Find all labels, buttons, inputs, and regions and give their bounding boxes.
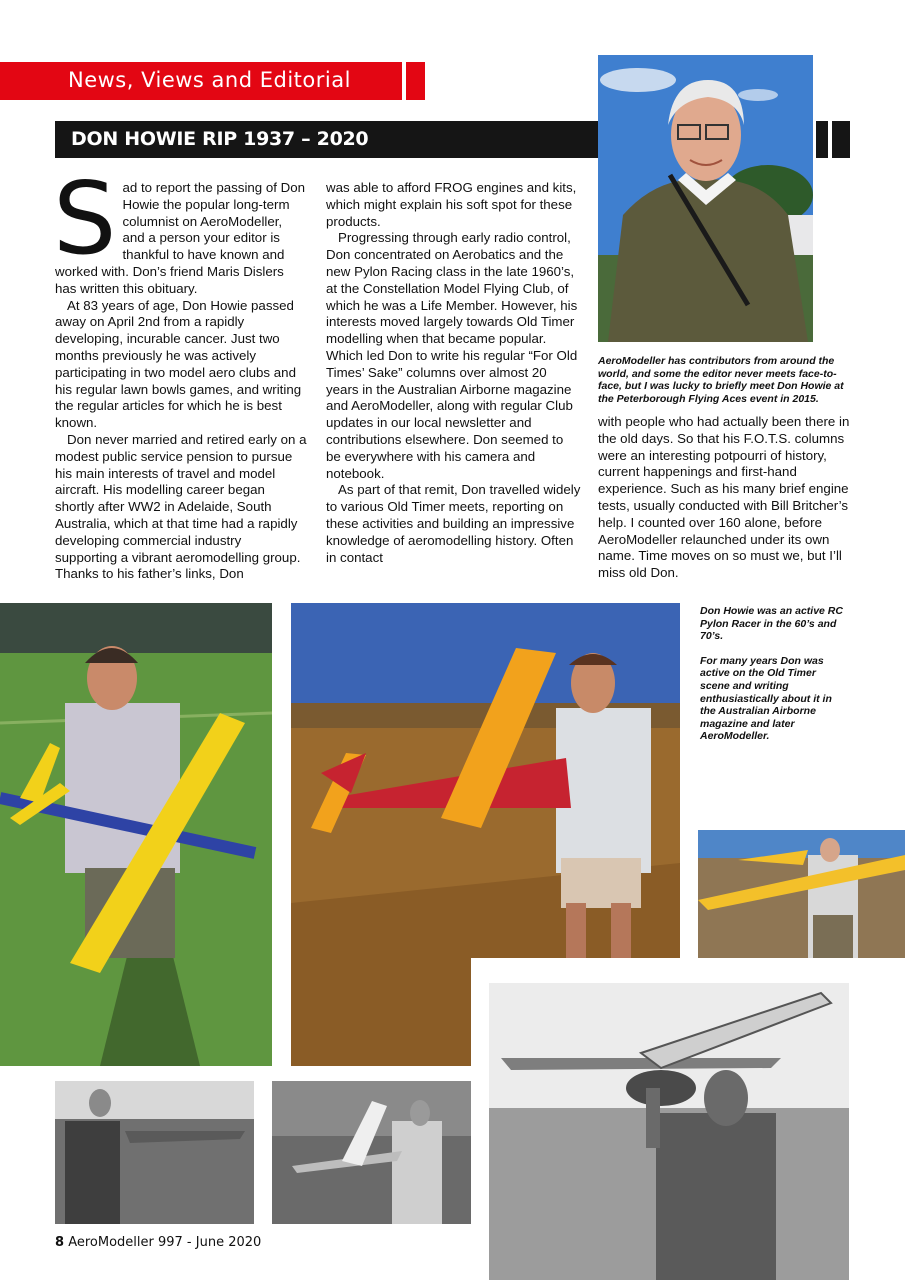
paragraph: with people who had actually been there in the old days. So that his F.O.T.S. columns were an interesting potpourri of history, current happenings and first-hand experience. Such as his many brief engine tests, usually conducted with Bill Britcher’s help. I counted over 160 alone, before AeroModeller relaunched under its own name. Time moves on so must we, but I’ll miss old Don. [598,414,850,581]
article-title: DON HOWIE RIP 1937 – 2020 [71,128,369,150]
article-column-2 [326,180,581,566]
paragraph [53,160,307,298]
bw-photo-2 [272,1081,471,1224]
oldtimer-caption: For many years Don was active on the Old Timer scene and writing enthusiastically about it in the Australian Airborne magazine and later AeroModeller. [700,654,832,743]
paragraph: Don never married and retired early on a modest public service pension to pursue his main interests of travel and model aircraft. His modelling career began shortly after WW2 in Adelaide, South Australia, which at that time had a rapidly developing commercial industry supporting a vibrant aeromodelling group. Thanks to his father’s links, Don [55,431,307,582]
section-banner [0,62,402,100]
pylon-racer-photo [0,603,272,1066]
title-bar-end [816,121,828,158]
banner-tab [406,62,425,100]
bw-photo-large [471,958,906,1280]
article-column-1 [53,160,307,583]
paragraph: Progressing through early radio control, Don concentrated on Aerobatics and the new Pylon Racing class in the late 1960’s, at the Constellation Model Flying Club, of which he was a Life Member. However, his interests moved largely towards Old Timer modelling when that became popular. Which led Don to write his regular “For Old Times’ Sake” columns over almost 20 years in the Australian Airborne magazine and AeroModeller, along with regular Club updates in our local newsletter and contributions elsewhere. Don seemed to be everywhere with his camera and notebook. [326,230,578,481]
paragraph-text: ad to report the passing of Don Howie the popular long-term columnist on AeroModeller, and a person your editor is thankful to have known and worked with. Don’s friend Maris Dislers has written this obituary. [55,180,306,296]
portrait-photo [598,55,813,342]
page-footer [55,1235,261,1250]
section-label: News, Views and Editorial [68,68,351,92]
title-bar [55,121,598,158]
paragraph: was able to afford FROG engines and kits, which might explain his soft spot for these products. [326,180,577,229]
portrait-caption-text: AeroModeller has contributors from around the world, and some the editor never meets face-to-face, but I was lucky to briefly meet Don Howie at the Peterborough Flying Aces event in 2015. [598,355,844,405]
yellow-model-photo [698,830,905,960]
title-bar-end [832,121,850,158]
issue-label: AeroModeller 997 - June 2020 [68,1235,262,1250]
photo-captions [700,605,845,755]
paragraph: At 83 years of age, Don Howie passed away on April 2nd from a rapidly developing, incurable cancer. Just two months previously he was actively participating in two model aero clubs and his regular lawn bowls games, and writing the regular articles for which he is best known. [55,297,302,431]
portrait-caption [598,355,853,417]
article-column-3 [598,414,853,582]
dropcap: S [53,160,117,277]
bw-photo-1 [55,1081,254,1224]
page-number: 8 [55,1235,65,1250]
paragraph: As part of that remit, Don travelled widely to various Old Timer meets, reporting on these activities and building an impressive knowledge of aeromodelling history. Often in contact [326,482,581,565]
pylon-caption: Don Howie was an active RC Pylon Racer in the 60’s and 70’s. [700,605,843,643]
